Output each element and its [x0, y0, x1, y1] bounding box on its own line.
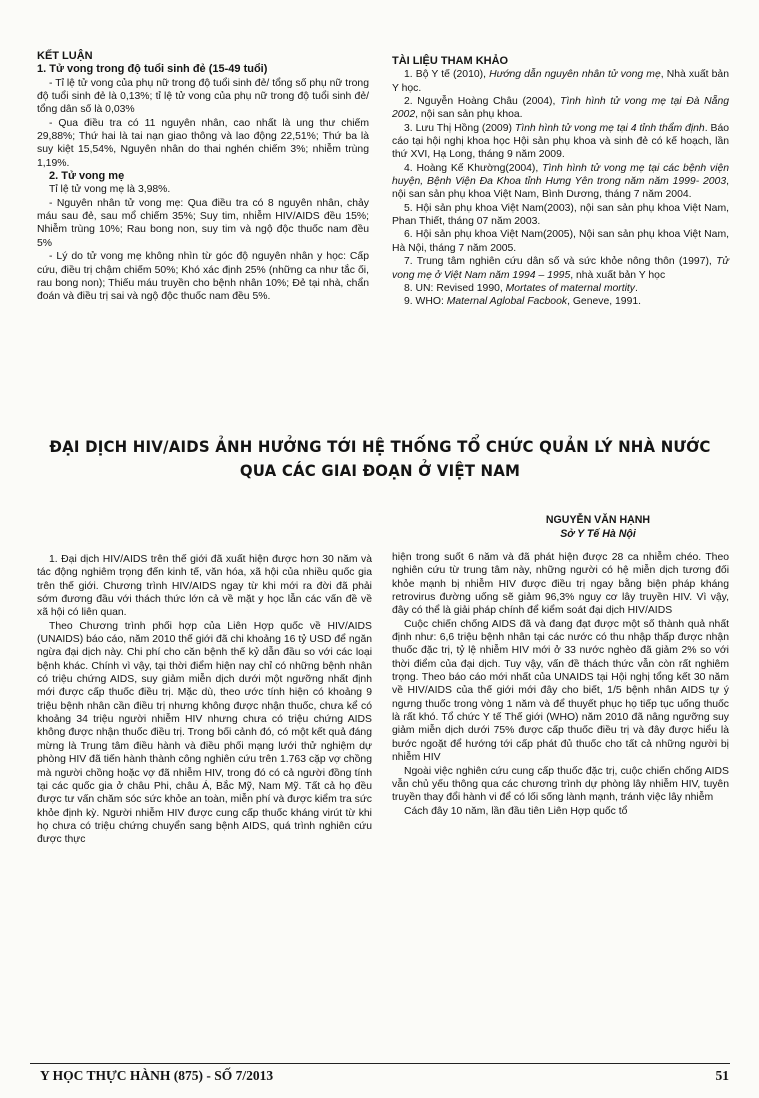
reference-text: .: [635, 282, 638, 294]
body-paragraph: 1. Đại dịch HIV/AIDS trên thế giới đã xuất hiện được hơn 30 năm và tác động nghiêm trọng đến kinh tế, văn hóa, xã hội của nhiều quốc gia trên thế giới. Chương trình HIV/AIDS ngay từ khi mới ra đời đã phải sớm đương đầu với thách thức lớn cả về mặt y học lẫn các vấn đề về xã hội có liên quan.: [37, 554, 372, 619]
body-paragraph: Cách đây 10 năm, lần đầu tiên Liên Hợp quốc tổ: [404, 805, 628, 817]
references-section: [392, 55, 729, 309]
reference-item: [392, 282, 729, 295]
conclusion-subheading-1: 1. Tử vong trong độ tuổi sinh đẻ (15-49 tuổi): [37, 63, 268, 76]
reference-text: 7. Trung tâm nghiên cứu dân số và sức khỏe nông thôn (1997),: [404, 256, 717, 268]
reference-text: , Nhà xuất bản Y học.: [392, 69, 729, 94]
article-body-left-column: [37, 553, 372, 847]
article-title-line-1: ĐẠI DỊCH HIV/AIDS ẢNH HƯỞNG TỚI HỆ THỐNG TỔ CHỨC QUẢN LÝ NHÀ NƯỚC: [49, 438, 711, 456]
reference-item: [392, 68, 729, 95]
article-body-right-column: [392, 551, 729, 818]
references-heading: TÀI LIỆU THAM KHẢO: [392, 55, 509, 67]
body-paragraph: Cuộc chiến chống AIDS đã và đang đạt được một số thành quả nhất định như: 6,6 triệu bệnh nhân tại các nước có thu nhập thấp được nhận thuốc đặc trị, tỷ lệ nhiễm HIV mới ở 33 nước nghèo đã giảm 2% so với thời điểm của đại dịch. Tuy vậy, vấn đề thách thức vẫn còn rất nghiêm trọng. Theo báo cáo mới nhất của UNAIDS tại Hội nghị tổng kết 30 năm về HIV/AIDS của thế giới mới đây cho biết, 1/5 bệnh nhân AIDS tự ý ngưng thuốc trong vòng 1 năm và để thuyết phục họ tiếp tục uống thuốc là rất khó. Tổ chức Y tế Thế giới (WHO) năm 2010 đã nâng ngưỡng suy giảm miễn dịch dưới 75% được cấp thuốc điều trị và đây được hiểu là bước ngoặt để hướng tới cấp phát đủ thuốc cho tất cả những người bị nhiễm HIV: [392, 618, 729, 764]
reference-title: Tử vong mẹ ở Việt Nam năm 1994 – 1995: [392, 256, 729, 281]
conclusion-paragraph: Tỉ lệ tử vong mẹ là 3,98%.: [49, 184, 171, 196]
footer-divider: [30, 1063, 730, 1064]
reference-title: Hướng dẫn nguyên nhân tử vong mẹ: [489, 69, 661, 81]
reference-text: 1. Bộ Y tế (2010),: [404, 69, 490, 81]
article-title: [30, 435, 730, 483]
reference-text: , nội san sản phụ khoa.: [415, 109, 523, 121]
reference-title: Tình hình tử vong mẹ tại Đà Nẵng 2002: [392, 96, 730, 121]
reference-title: Tình hình tử vong mẹ tại 4 tỉnh thẩm định: [514, 122, 705, 134]
author-name: NGUYỄN VĂN HẠNH: [545, 514, 651, 526]
reference-text: , nội san sản phụ khoa Việt Nam, Bình Dương, tháng 7 năm 2004.: [392, 176, 729, 201]
conclusion-paragraph: - Tỉ lệ tử vong của phụ nữ trong độ tuổi sinh đẻ/ tổng số phụ nữ trong độ tuổi sinh đẻ là 0,13%; tỉ lệ tử vong của phụ nữ trong độ tuổi sinh đẻ/ tổng dân số là 0,03%: [37, 77, 369, 116]
reference-item: [392, 295, 729, 308]
reference-text: . Báo cáo tại hội nghị khoa học Hội sản phụ khoa và sinh đẻ có kế hoạch, lần thứ XVI, Hạ Long, tháng 9 năm 2009.: [392, 122, 730, 161]
conclusion-paragraph: - Qua điều tra có 11 nguyên nhân, cao nhất là ung thư chiếm 29,88%; Thứ hai là tai nạn giao thông và lao động 22,51%; Thứ ba là suy kiệt 15,54%, Nguyên nhân do thai nghén chiếm 3%; nhiễm trùng 1,19%.: [37, 117, 369, 169]
reference-text: , Geneve, 1991.: [567, 296, 642, 308]
reference-text: 5. Hội sản phụ khoa Việt Nam(2003), nội san sản phụ khoa Việt Nam, Phan Thiết, tháng 07 năm 2003.: [392, 202, 729, 228]
body-paragraph: Ngoài việc nghiên cứu cung cấp thuốc đặc trị, cuộc chiến chống AIDS vẫn chủ yếu thông qua các chương trình dự phòng lây nhiễm HIV, tuyên truyền thay đổi hành vi để có lối sống lành mạnh, tránh việc lây nhiễm: [392, 765, 729, 804]
author-block: [508, 513, 688, 541]
reference-text: 8. UN: Revised 1990,: [404, 282, 506, 294]
reference-title: Mortates of maternal mortity: [505, 282, 636, 294]
reference-item: [392, 162, 729, 202]
reference-title: Tình hình tử vong mẹ tại các bệnh viện huyện, Bệnh Viện Đa Khoa tỉnh Hưng Yên trong năm năm 1999- 2003: [392, 162, 729, 188]
reference-item: [392, 202, 729, 229]
conclusion-heading: KẾT LUẬN: [37, 50, 93, 62]
conclusion-subheading-2: 2. Tử vong mẹ: [49, 170, 125, 183]
reference-text: 2. Nguyễn Hoàng Châu (2004),: [404, 96, 561, 108]
body-paragraph: hiện trong suốt 6 năm và đã phát hiện được 28 ca nhiễm chéo. Theo nghiên cứu từ trung tâm này, những người có hệ miễn dịch tương đối khỏe mạnh bị nhiễm HIV được điều trị ngay bằng biện pháp kháng retrovirus đường uống sẽ giảm 96,3% nguy cơ lây truyền HIV. Vì vậy, đây có thể là giải pháp chính để kiểm soát đại dịch HIV/AIDS: [392, 552, 729, 617]
reference-text: 6. Hội sản phụ khoa Việt Nam(2005), Nội san sản phụ khoa Việt Nam, Hà Nội, tháng 7 năm 2005.: [392, 229, 729, 254]
reference-text: 4. Hoàng Kế Khường(2004),: [404, 162, 543, 174]
reference-item: [392, 95, 729, 122]
body-paragraph: Theo Chương trình phối hợp của Liên Hợp quốc về HIV/AIDS (UNAIDS) báo cáo, năm 2010 thế giới đã chi khoảng 16 tỷ USD để ngăn ngừa đại dịch này. Chi phí cho căn bệnh thế kỷ dẫn đầu so với các loại bệnh khác. Chính vì vậy, tại thời điểm hiện nay chỉ có những bệnh nhân có triệu chứng AIDS, suy giảm miễn dịch dưới một ngưỡng nhất định mới được cấp thuốc điều trị. Mặc dù, theo ước tính hiện có khoảng 9 triệu bệnh nhân cần điều trị nhưng không được nhận thuốc, chưa kể có khoảng 34 triệu người nhiễm HIV nhưng chưa có triệu chứng AIDS không được nhận thuốc điều trị. Trong bối cảnh đó, có một kết quả đáng mừng là Trung tâm điều hành và điều phối mạng lưới thử nghiệm dự phòng HIV đã tiến hành thành công nghiên cứu trên 1.763 cặp vợ chồng mà người chồng hoặc vợ đã nhiễm HIV, trong đó có cả người đồng tính tại các quốc gia ở châu Phi, châu Á, Bắc Mỹ, Nam Mỹ. Tất cả họ đều được tư vấn chăm sóc sức khỏe an toàn, miễn phí và được kiểm tra sức khỏe định kỳ. Người nhiễm HIV được cung cấp thuốc kháng virút từ khi họ chưa có triệu chứng chuyển sang bệnh AIDS, quá trình nghiên cứu được thực: [37, 620, 372, 846]
references-list: [392, 68, 729, 308]
reference-title: Maternal Aglobal Facbook: [446, 296, 568, 308]
reference-text: 3. Lưu Thị Hồng (2009): [404, 122, 515, 134]
footer-page-number: 51: [715, 1068, 729, 1083]
conclusion-paragraph: - Nguyên nhân tử vong mẹ: Qua điều tra có 8 nguyên nhân, chảy máu sau đẻ, sau mổ chiếm 35%; Suy tim, nhiễm HIV/AIDS đều 15%; Nhiễm trùng 10%; Rau bong non, suy tim và ngộ độc thuốc nam đều 5%: [37, 197, 369, 249]
conclusion-paragraph: - Lý do tử vong mẹ không nhìn từ góc độ nguyên nhân y học: Cấp cứu, điều trị chậm chiếm 50%; Khó xác định 25% (những ca như tắc ối, rau bong non); Thiếu máu truyền cho bệnh nhân 10%; Đẻ tại nhà, chẩn đoán và điều trị sai và ngộ độc thuốc nam đều 5%.: [37, 251, 369, 303]
article-title-line-2: QUA CÁC GIAI ĐOẠN Ở VIỆT NAM: [239, 462, 521, 480]
author-affiliation: Sở Y Tế Hà Nội: [560, 528, 636, 540]
footer-journal: Y HỌC THỰC HÀNH (875) - SỐ 7/2013: [40, 1068, 274, 1083]
conclusion-section: [37, 50, 369, 304]
reference-item: [392, 255, 729, 282]
reference-item: [392, 228, 729, 255]
reference-text: 9. WHO:: [404, 296, 447, 308]
reference-text: , nhà xuất bản Y học: [570, 269, 666, 281]
reference-item: [392, 122, 729, 162]
